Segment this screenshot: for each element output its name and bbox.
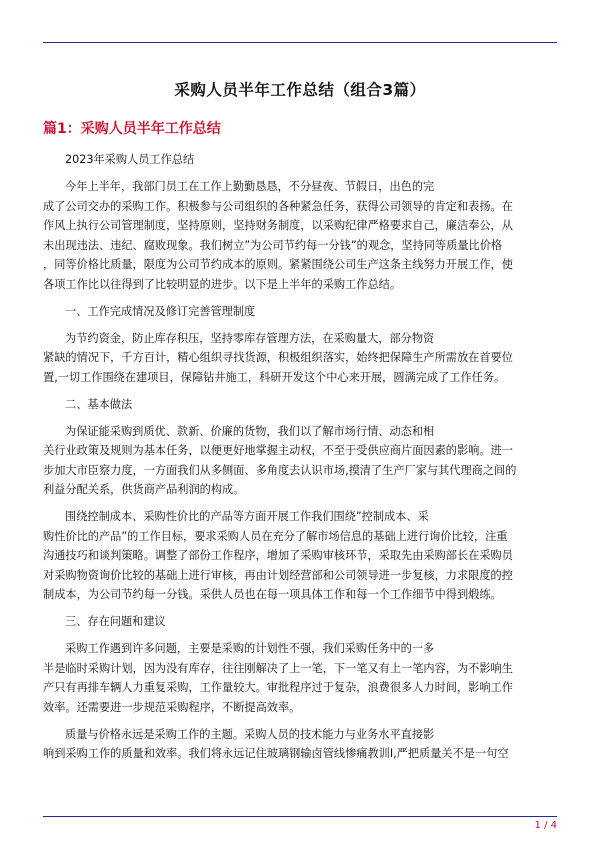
paragraph-line: 步加大市臣察力度，一方面我们从多侧面、多角度去认识市场,摸清了生产厂家与其代理商之间的 [43, 463, 517, 477]
paragraph [43, 612, 557, 632]
paragraph [43, 639, 557, 717]
page-number: 1 / 4 [534, 820, 557, 831]
footer-rule [43, 816, 557, 817]
header-rule [43, 42, 557, 43]
document-body [43, 150, 557, 771]
paragraph [43, 507, 557, 605]
paragraph-line: 未出现违法、违纪、腐败现象。我们树立”为公司节约每一分钱”的观念，坚持同等质量比价格 [43, 238, 503, 252]
paragraph-line: 紧缺的情况下，千方百计，精心组织寻找货源，积极组织落实，始终把保障生产所需放在首要位 [43, 351, 513, 364]
paragraph-line: 为保证能采购到质优、款新、价廉的货物，我们以了解市场行情、动态和相 [65, 424, 435, 438]
paragraph [43, 422, 557, 500]
paragraph-line: 各项工作比以往得到了比较明显的进步。以下是上半年的采购工作总结。 [43, 277, 402, 291]
paragraph-line: 购性价比的产品”的工作目标，要求采购人员在充分了解市场信息的基础上进行询价比较，注重 [43, 529, 508, 543]
paragraph-line: 质量与价格永远是采购工作的主题。采购人员的技术能力与业务水平直接影 [65, 727, 435, 741]
paragraph-line: 响到采购工作的质量和效率。我们将永远记住玻璃钢输卤管线惨痛教训I,严把质量关不是一句空 [43, 747, 509, 760]
section-title: 篇1：采购人员半年工作总结 [43, 121, 221, 137]
paragraph [43, 177, 557, 294]
paragraph [43, 302, 557, 322]
paragraph-line: 半是临时采购计划，因为没有库存，往往刚解决了上一笔，下一笔又有上一笔内容，为不影响生 [43, 661, 513, 675]
paragraph-line: 围绕控制成本、采购性价比的产品等方面开展工作我们围绕”控制成本、采 [65, 510, 429, 523]
paragraph [43, 395, 557, 415]
paragraph-line: 对采购物资询价比较的基础上进行审核，再由计划经营部和公司领导进一步复核，力求限度的控 [43, 568, 513, 582]
paragraph-line: 采购工作遇到许多问题，主要是采购的计划性不强，我们采购任务中的一多 [65, 642, 435, 655]
paragraph-line: 制成本，为公司节约每一分钱。采供人员也在每一项具体工作和每一个工作细节中得到煅练。 [43, 588, 502, 601]
paragraph-line: 2023年采购人员工作总结 [65, 153, 195, 166]
paragraph-line: 利益分配关系，供货商产品利润的构成。 [43, 483, 245, 496]
paragraph-line: 作风上执行公司管理制度，坚持原则，坚持财务制度，以采购纪律严格要求自己，廉洁奉公，从 [43, 219, 513, 232]
paragraph-line: 为节约资金，防止库存积压，坚持零库存管理方法，在采购量大，部分物资 [65, 331, 435, 345]
paragraph-line: 今年上半年，我部门员工在工作上勤勤恳恳，不分昼夜、节假日，出色的完 [65, 180, 435, 193]
paragraph [43, 329, 557, 388]
paragraph-line: ，同等价格比质量，限度为公司节约成本的原则。紧紧围绕公司生产这条主线努力开展工作，使 [43, 258, 513, 271]
paragraph-line: 成了公司交办的采购工作。积极参与公司组织的各种紧急任务，获得公司领导的肯定和表扬。在 [43, 199, 513, 213]
paragraph-line: 一、工作完成情况及修订完善管理制度 [65, 304, 256, 318]
paragraph-line: 三、存在问题和建议 [65, 615, 166, 628]
document-title: 采购人员半年工作总结（组合3篇） [174, 81, 426, 99]
paragraph-line: 沟通技巧和谈判策略。调整了部份工作程序，增加了采购审核环节，采取先由采购部长在采购员 [43, 549, 513, 562]
paragraph [43, 150, 557, 170]
paragraph-line: 关行业政策及规则为基本任务，以便更好地掌握主动权，不至于受供应商片面因素的影响。进一 [43, 444, 513, 457]
paragraph-line: 置,一切工作围绕在建项目，保障钻井施工，科研开发这个中心来开展，圆满完成了工作任务。 [43, 370, 506, 384]
paragraph-line: 效率。还需要进一步规范采购程序，不断提高效率。 [43, 700, 301, 714]
paragraph-line: 二、基本做法 [65, 397, 133, 411]
paragraph [43, 725, 557, 764]
paragraph-line: 产只有再排车辆人力重复采购，工作量较大。审批程序过于复杂，浪费很多人力时间，影响工作 [43, 681, 513, 694]
